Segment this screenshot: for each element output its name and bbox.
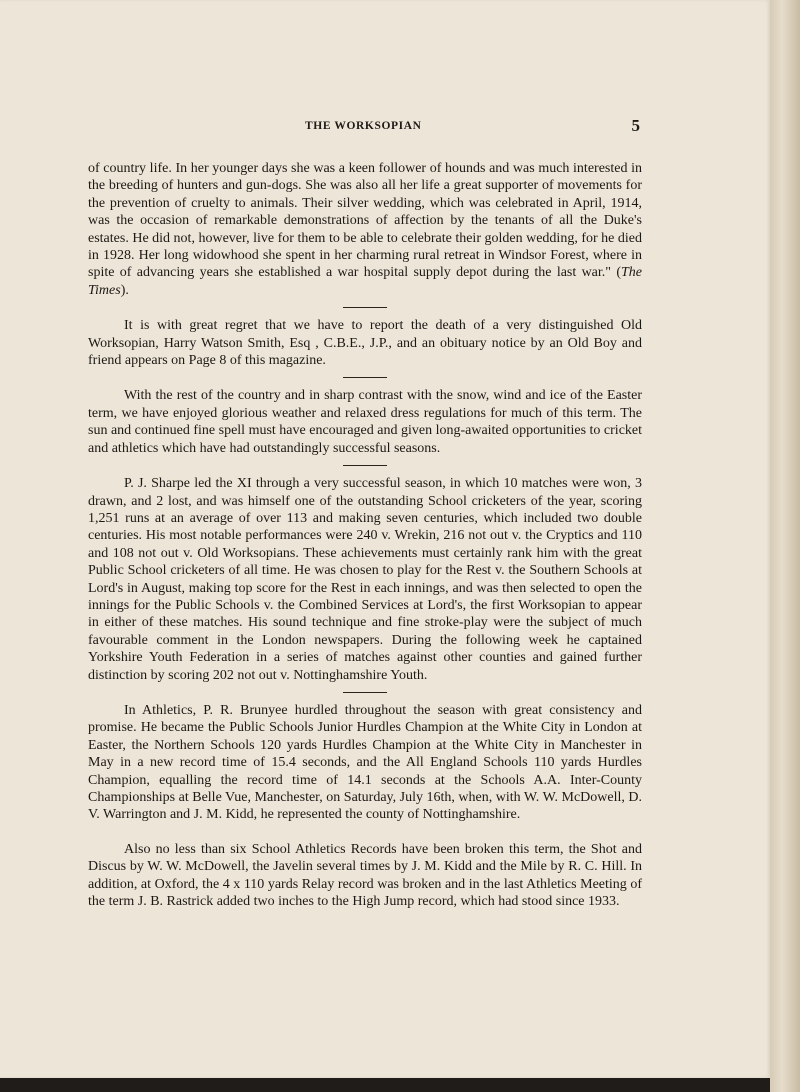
paragraph-cricket: P. J. Sharpe led the XI through a very successful season, in which 10 matches were won, 3 drawn, and 2 lost, and was himself one of the outstanding School cricketers of the year, scoring 1,251 runs at an average of over 113 and making seven centuries, which included two double centuries. His most notable performances were 240 v. Wrekin, 216 not out v. the Cryptics and 110 and 108 not out v. Old Worksopians. These achievements must certainly rank him with the great Public School cricketers of all time. He was chosen to play for the Rest v. the Southern Schools at Lord's in August, making top score for the Rest in each innings, and was then selected to open the innings for the Public Schools v. the Combined Services at Lord's, the first Worksopian to appear in either of these matches. His sound technique and fine stroke-play were the subject of much favourable comment in the London newspapers. During the following week he captained Yorkshire Youth Federation in a series of matches against other counties and gained further distinction by scoring 202 not out v. Nottinghamshire Youth.	[88, 476, 642, 683]
section-divider	[343, 377, 387, 378]
paragraph-records: Also no less than six School Athletics Records have been broken this term, the Shot and Discus by W. W. McDowell, the Javelin several times by J. M. Kidd and the Mile by R. C. Hill. In addition, at Oxford, the 4 x 110 yards Relay record was broken and in the last Athletics Meeting of the term J. B. Rastrick added two inches to the High Jump record, which had stood since 1933.	[88, 841, 642, 910]
section-divider	[343, 307, 387, 308]
page-bottom-shadow	[0, 1078, 770, 1092]
source-open: (	[616, 265, 622, 281]
paragraph-text: of country life. In her younger days she was a keen follower of hounds and was much interested in the breeding of hunters and gun-dogs. She was also all her life a great supporter of movements for the prevention of cruelty to animals. Their silver wedding, which was celebrated in April, 1914, was the occasion of remarkable demonstrations of affection by the tenants of all the Duke's estates. He did not, however, live for them to be able to celebrate their golden wedding, for he died in 1928. Her long widowhood she spent in her charming rural retreat in Windsor Forest, where in spite of advancing years she established a war hospital supply depot during the last war."	[88, 161, 642, 281]
section-divider	[343, 465, 387, 466]
page-header	[305, 118, 640, 138]
page-number: 5	[631, 116, 640, 135]
paragraph-athletics: In Athletics, P. R. Brunyee hurdled throughout the season with great consistency and promise. He became the Public Schools Junior Hurdles Champion at the White City in London at Easter, the Northern Schools 120 yards Hurdles Champion at the White City in Manchester in May in a new record time of 15.4 seconds, and the All England Schools 110 yards Hurdles Champion, equalling the record time of 14.1 seconds at the Schools A.A. Inter-County Championships at Belle Vue, Manchester, on Saturday, July 16th, when, with W. W. McDowell, D. V. Warrington and J. M. Kidd, he represented the county of Nottinghamshire.	[88, 702, 642, 823]
source-close: ).	[120, 282, 129, 298]
source-citation: The Times	[88, 265, 643, 298]
paragraph-continued	[88, 160, 642, 299]
paragraph-obituary: It is with great regret that we have to report the death of a very distinguished Old Worksopian, Harry Watson Smith, Esq , C.B.E., J.P., and an obituary notice by an Old Boy and friend appears on Page 8 of this magazine.	[88, 318, 642, 369]
page-edge	[770, 0, 800, 1092]
section-divider	[343, 692, 387, 693]
paragraph-gap	[88, 824, 642, 841]
running-title: THE WORKSOPIAN	[305, 120, 422, 132]
article-body	[88, 160, 642, 910]
paragraph-weather: With the rest of the country and in sharp contrast with the snow, wind and ice of the Easter term, we have enjoyed glorious weather and relaxed dress regulations for much of this term. The sun and continued fine spell must have encouraged and given long-awaited opportunities to cricket and athletics which have had outstandingly successful seasons.	[88, 388, 643, 456]
